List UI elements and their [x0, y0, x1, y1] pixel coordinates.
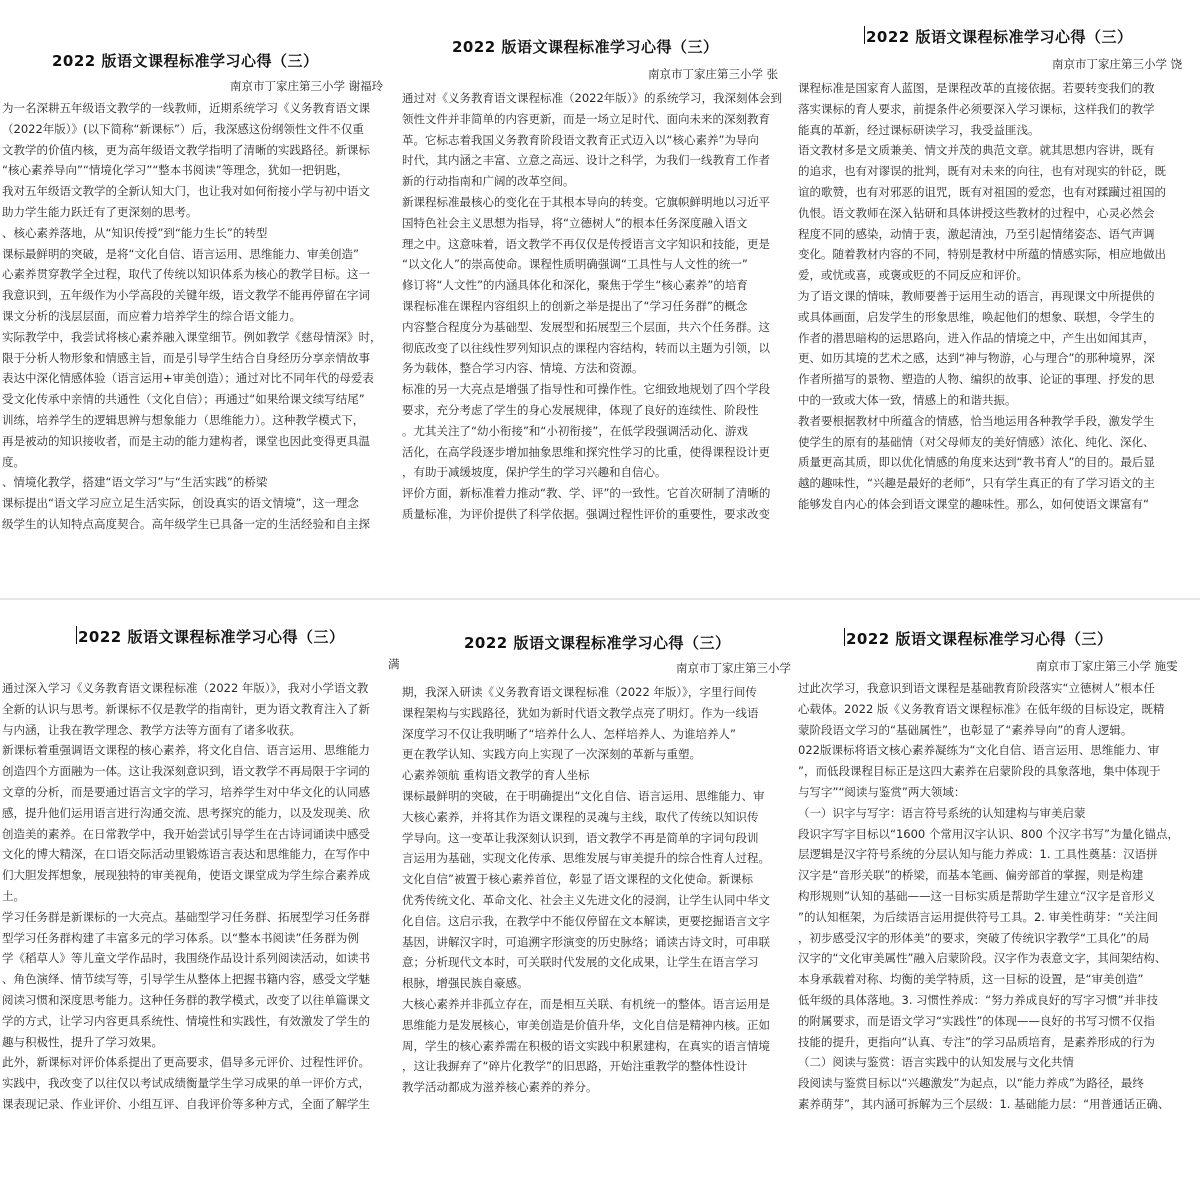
text-line: 大核心素养，并将其作为语文课程的灵魂与主线，取代了传统以知识传	[402, 809, 759, 824]
text-line: 越的趣味性，“兴趣是最好的老师”，只有学生真正的有了学习语文的主	[798, 476, 1155, 491]
text-line: 、核心素养落地，从“知识传授”到“能力生长”的转型	[2, 225, 268, 240]
text-line: 化自信。这启示我，在教学中不能仅停留在文本解读，更要挖掘语言文字	[402, 913, 770, 928]
text-line: 全新的认识与思考。新课标不仅是教学的指南针，更为语文教育注入了新	[2, 701, 370, 716]
text-line: 课程架构与实践路径，犹如为新时代语文教学点亮了明灯。作为一线语	[402, 705, 759, 720]
text-line: ，这让我摒弃了“碎片化教学”的旧思路，开始注重教学的整体性设计	[402, 1059, 748, 1074]
text-line: 或具体画面，启发学生的形象思维，唤起他们的想象、联想，令学生的	[798, 309, 1155, 324]
text-line: 务为载体，整合学习内容、情境、方法和资源。	[402, 361, 644, 376]
text-line: 课标最鲜明的突破，在于明确提出“文化自信、语言运用、思维能力、审	[402, 788, 765, 803]
author-line: 南京市丁家庄第三小学 施雯	[1036, 659, 1178, 673]
text-line: 新课程标准最核心的变化在于其根本导向的转变。它旗帜鲜明地以习近平	[402, 194, 770, 209]
text-line: 心载体。2022 版《义务教育语文课程标准》在低年级的目标设定，既精	[798, 701, 1165, 716]
text-line: 阅读习惯和深度思考能力。这种任务群的教学模式，改变了以往单篇课文	[2, 992, 370, 1007]
text-line: 训练，培养学生的逻辑思辨与想象能力（思维能力）。这种教学模式下，	[2, 412, 365, 427]
text-cursor	[864, 26, 865, 44]
document-page	[796, 600, 1200, 1200]
text-line: 学导向。这一变革让我深刻认识到，语文教学不再是简单的字词句段训	[402, 830, 759, 845]
page-title: 2022 版语文课程标准学习心得（三）	[464, 634, 731, 652]
body-text	[0, 98, 400, 535]
text-line: 意；分析现代文本时，可关联时代发展的文化成果，让学生在语言学习	[402, 955, 759, 970]
text-line: 通过对《义务教育语文课程标准（2022年版）》的系统学习，我深刻体会到	[402, 91, 783, 105]
text-line: ，初步感受汉字的形体美”的要求，突破了传统识字教学“工具化”的局	[798, 930, 1150, 945]
text-line: 、角色演绎、情节续写等，引导学生从整体上把握书籍内容，感受文学魅	[2, 972, 370, 987]
body-text	[400, 88, 796, 525]
text-line: 仇恨。语文教师在深入钻研和具体讲授这些教材的过程中，心灵必然会	[798, 205, 1155, 220]
text-line: 再是被动的知识接收者，而是主动的能力建构者，课堂也因此变得更具温	[2, 433, 370, 448]
body-text	[796, 678, 1200, 1115]
text-line: 中的一致或大体一致，情感上的和谐共振。	[798, 392, 1017, 407]
text-line: 段识字写字目标以“1600 个常用汉字认识、800 个汉字书写”为量化锚点，	[798, 826, 1179, 841]
text-line: 我意识到，五年级作为小学高段的关键年级，语文教学不能再停留在字词	[2, 288, 370, 303]
text-line: 与写字”“阅读与鉴赏”两大领域：	[798, 784, 966, 799]
text-line: 文化自信”被置于核心素养首位，彰显了语文课程的文化使命。新课标	[402, 872, 753, 887]
text-line: 评价方面，新标准着力推动“教、学、评”的一致性。它首次研制了清晰的	[402, 486, 771, 501]
text-line: 汉字是“音形关联”的桥梁，而基本笔画、偏旁部首的掌握，则是构建	[798, 868, 1144, 883]
text-line: 课程标准是国家育人蓝图，是课程改革的直接依据。若要转变我们的教	[798, 81, 1155, 95]
text-line: 通过深入学习《义务教育语文课程标准（2022 年版）》，我对小学语文教	[2, 681, 369, 695]
document-page	[796, 0, 1200, 598]
document-page	[400, 600, 796, 1200]
text-line: 使学生的原有的基础情（对父母师友的美好情感）浓化、纯化、深化、	[798, 434, 1155, 449]
body-text	[0, 678, 400, 1115]
text-line: 受文化传承中亲情的共通性（文化自信）；再通过“如果给课文续写结尾”	[2, 392, 365, 407]
text-line: 学《稻草人》等儿童文学作品时，我围绕作品设计系列阅读活动，如读书	[2, 951, 370, 966]
text-line: 实际教学中，我尝试将核心素养融入课堂细节。例如教学《慈母情深》时，	[2, 329, 382, 344]
author-line: 南京市丁家庄第三小学 张	[648, 67, 779, 81]
text-line: 为一名深耕五年级语文教学的一线教师，近期系统学习《义务教育语文课	[2, 101, 370, 115]
text-line: 期，我深入研读《义务教育语文课程标准（2022 年版）》，字里行间传	[402, 685, 757, 699]
text-line: 。尤其关注了“幼小衔接”和“小初衔接”，在低学段强调活动化、游戏	[402, 423, 748, 438]
text-line: 活化，在高学段逐步增加抽象思维和探究性学习的比重，使得课程设计更	[402, 444, 770, 459]
text-line: 构形规则”认知的基础——这一目标实质是帮助学生建立“汉字是音形义	[798, 888, 1155, 903]
text-line: 新课标着重强调语文课程的核心素养，将文化自信、语言运用、思维能力	[2, 743, 370, 758]
text-line: 层逻辑是汉字符号系统的分层认知与能力养成：1. 工具性奠基：汉语拼	[798, 847, 1158, 862]
text-line: 革。它标志着我国义务教育阶段语文教育正式迈入以“核心素养”为导向	[402, 132, 759, 147]
text-line: 型学习任务群构建了丰富多元的学习体系。以“整本书阅读”任务群为例	[2, 930, 359, 945]
text-line: ”，而低段课程目标正是这四大素养在启蒙阶段的具象落地，集中体现于	[798, 764, 1161, 779]
text-line: 汉字的“文化审美属性”融入启蒙阶段。汉字作为表意文字，其间架结构、	[798, 951, 1167, 966]
text-line: 新的行动指南和广阔的改革空间。	[402, 174, 575, 189]
text-line: 更在教学认知、实践方向上实现了一次深刻的革新与重塑。	[402, 747, 701, 762]
text-line: 变化。随着教材内容的不同，特别是教材中所蕴的情感实际，相应地做出	[798, 247, 1166, 262]
text-line: （一）识字与写字：语言符号系统的认知建构与审美启蒙	[798, 805, 1086, 820]
text-line: 能真的革新，经过课标研读学习，我受益匪浅。	[798, 122, 1040, 137]
text-line: 周，学生的核心素养需在积极的语文实践中积累建构，在真实的语言情境	[402, 1038, 770, 1053]
author-line: 南京市丁家庄第三小学 饶	[1052, 57, 1183, 71]
text-line: 此外，新课标对评价体系提出了更高要求，倡导多元评价、过程性评价。	[2, 1055, 370, 1070]
text-line: 优秀传统文化、革命文化、社会主义先进文化的浸润，让学生认同中华文	[402, 892, 770, 907]
text-line: 课标最鲜明的突破，是将“文化自信、语言运用、思维能力、审美创造”	[2, 246, 359, 261]
text-line: 为了语文课的情味，教师要善于运用生动的语言，再现课文中所提供的	[798, 288, 1155, 303]
text-line: 创造四个方面融为一体。这让我深刻意识到，语文教学不再局限于字词的	[2, 764, 370, 779]
text-line: 文教学的价值内核，更为高年级语文教学指明了清晰的实践路径。新课标	[2, 142, 370, 157]
text-line: 文章的分析，而是要通过语言文字的学习，培养学生对中华文化的认同感	[2, 784, 370, 799]
text-line: 程度不同的感染，动情于衷，激起清浊，乃至引起情绪姿态、语气声调	[798, 226, 1155, 241]
text-line: 蒙阶段语文学习的“基础属性”，也彰显了“素养导向”的育人逻辑。	[798, 722, 1133, 737]
text-line: 落实课标的育人要求，前提条件必须要深入学习课标，这样我们的教学	[798, 101, 1155, 116]
text-line: 技能的提升，更指向“认真、专注”的学习品质培育，是素养形成的行为	[798, 1034, 1155, 1049]
text-line: 课表现记录、作业评价、小组互评、自我评价等多种方式，全面了解学生	[2, 1096, 370, 1111]
text-line: （2022年版）》(以下简称“新课标”）后，我深感这份纲领性文件不仅重	[2, 121, 364, 136]
text-line: 语文教材多是文质兼美、情文并茂的典范文章。就其思想内容讲，既有	[798, 143, 1155, 158]
text-line: 的追求，也有对谬误的批判，既有对未来的向往，也有对现实的针砭，既	[798, 164, 1166, 179]
page-title: 2022 版语文课程标准学习心得（三）	[78, 628, 345, 646]
text-line: 文化的博大精深，在口语交际活动里锻炼语言表达和思维能力，在写作中	[2, 847, 370, 862]
text-line: 谊的歌赞，也有对邪恶的诅咒，既有对祖国的爱恋，也有对蹂躏过祖国的	[798, 184, 1166, 199]
text-line: 心素养领航 重构语文教学的育人坐标	[402, 768, 590, 783]
text-line: 本身承载着对称、均衡的美学特质，这一目标的设置，是“审美创造”	[798, 972, 1144, 987]
text-line: 我对五年级语文教学的全新认知大门，也让我对如何衔接小学与初中语文	[2, 184, 370, 199]
text-line: 言运用为基础，实现文化传承、思维发展与审美提升的综合性育人过程。	[402, 851, 770, 866]
text-line: ”的认知框架，为后续语言运用提供符号工具。2. 审美性萌芽：“关注间	[798, 909, 1159, 924]
body-text	[400, 682, 796, 1098]
text-line: 课文分析的浅层层面，而应着力培养学生的综合语文能力。	[2, 308, 301, 323]
text-line: 素养萌芽”，其内涵可拆解为三个层级：1. 基础能力层：“用普通话正确、	[798, 1096, 1170, 1111]
text-line: 段阅读与鉴赏目标以“兴趣激发”为起点，以“能力养成”为路径，最终	[798, 1076, 1144, 1091]
text-line: 作者所描写的景物、塑造的人物、编织的故事、论证的事理、抒发的思	[798, 372, 1155, 387]
author-line: 南京市丁家庄第三小学 谢福玲	[230, 79, 384, 93]
text-line: 深度学习不仅让我明晰了“培养什么人、怎样培养人、为谁培养人”	[402, 726, 736, 741]
text-line: 要求，充分考虑了学生的身心发展规律，体现了良好的连续性、阶段性	[402, 402, 759, 417]
text-line: 的附属要求，而是语文学习“实践性”的体现——良好的书写习惯不仅指	[798, 1013, 1155, 1028]
text-line: 感，提升他们运用语言进行沟通交流、思考探究的能力，以及发现美、欣	[2, 805, 370, 820]
text-line: 内容整合程度分为基础型、发展型和拓展型三个层面，共六个任务群。这	[402, 319, 770, 334]
text-line: 教者要根据教材中所蕴含的情感，恰当地运用各种教学手段，激发学生	[798, 413, 1155, 428]
text-line: 基因，讲解汉字时，可追溯字形演变的历史脉络；诵读古诗文时，可串联	[402, 934, 770, 949]
page-title: 2022 版语文课程标准学习心得（三）	[866, 28, 1133, 46]
text-line: 级学生的认知特点高度契合。高年级学生已具备一定的生活经验和自主探	[2, 516, 370, 531]
author-line: 满	[388, 657, 400, 671]
text-line: 助力学生能力跃迁有了更深刻的思考。	[2, 204, 198, 219]
text-line: 能够发自内心的体会到语文课堂的趣味性。那么，如何使语文课富有“	[798, 496, 1149, 511]
text-line: 教学活动都成为滋养核心素养的养分。	[402, 1080, 598, 1095]
text-line: 领性文件并非简单的内容更新，而是一场立足时代、面向未来的深刻教育	[402, 111, 770, 126]
text-cursor	[844, 628, 845, 646]
text-line: （二）阅读与鉴赏：语言实践中的认知发展与文化共情	[798, 1055, 1074, 1070]
text-line: 大核心素养并非孤立存在，而是相互关联、有机统一的整体。语言运用是	[402, 996, 770, 1011]
text-line: 过此次学习，我意识到语文课程是基础教育阶段落实“立德树人”根本任	[798, 681, 1155, 695]
text-line: 课程标准在课程内容组织上的创新之举是提出了“学习任务群”的概念	[402, 298, 748, 313]
text-line: 理之中。这意味着，语文教学不再仅仅是传授语言文字知识和技能，更是	[402, 236, 770, 251]
text-line: 度。	[2, 454, 25, 469]
text-line: “核心素养导向”“情境化学习”“整本书阅读”等理念，犹如一把钥匙，	[2, 163, 349, 178]
text-line: 彻底改变了以往线性罗列知识点的课程内容结构，转而以主题为引领，以	[402, 340, 770, 355]
text-line: 限于分析人物形象和情感主旨，而是引导学生结合自身经历分享亲情故事	[2, 350, 370, 365]
text-line: 们大胆发挥想象，展现独特的审美视角，使语文课堂成为学生综合素养成	[2, 868, 370, 883]
text-line: 质量更高其质，即以优化情感的角度来达到“教书育人”的目的。最后显	[798, 455, 1155, 470]
text-line: 022版课标将语文核心素养凝练为“文化自信、语言运用、思维能力、审	[798, 743, 1160, 758]
text-line: 土。	[2, 888, 25, 903]
page-title: 2022 版语文课程标准学习心得（三）	[452, 38, 719, 56]
document-page	[0, 0, 400, 598]
text-line: 标准的另一大亮点是增强了指导性和可操作性。它细致地规划了四个学段	[402, 382, 770, 397]
text-line: 心素养贯穿教学全过程，取代了传统以知识体系为核心的教学目标。这一	[2, 267, 370, 282]
text-line: “以文化人”的崇高使命。课程性质明确强调“工具性与人文性的统一”	[402, 257, 748, 272]
text-line: 实践中，我改变了以往仅以考试成绩衡量学生学习成果的单一评价方式，	[2, 1076, 370, 1091]
text-line: 修订将“人文性”的内涵具体化和深化，聚焦于学生“核心素养”的培育	[402, 278, 748, 293]
text-line: 根脉，增强民族自豪感。	[402, 976, 529, 991]
text-line: 趣与积极性，提升了学习效果。	[2, 1034, 163, 1049]
text-cursor	[76, 626, 77, 644]
document-page	[400, 0, 796, 598]
text-line: 学的方式，让学习内容更具系统性、情境性和实践性，有效激发了学生的	[2, 1013, 370, 1028]
text-line: 作者的潜思暗构的运思路向，进入作品的情境之中，产生出如闻其声，	[798, 330, 1155, 345]
page-title: 2022 版语文课程标准学习心得（三）	[846, 630, 1113, 648]
text-line: ，有助于减缓坡度，保护学生的学习兴趣和自信心。	[402, 465, 667, 480]
text-line: 与内涵，让我在教学理念、教学方法等方面有了诸多收获。	[2, 722, 301, 737]
text-line: 表达中深化情感体验（语言运用+审美创造）；通过对比不同年代的母爱表	[2, 371, 374, 386]
text-line: 更、如历其境的艺术之感，达到“神与物游，心与理合”的那种境界，深	[798, 351, 1155, 366]
text-line: 爱，或忧或喜，或褒或贬的不同反应和评价。	[798, 268, 1028, 283]
body-text	[796, 78, 1200, 515]
document-page	[0, 600, 400, 1200]
author-line: 南京市丁家庄第三小学	[676, 661, 791, 675]
text-line: 思维能力是发展核心，审美创造是价值升华，文化自信是精神内核。正如	[402, 1017, 770, 1032]
text-line: 课标提出“语文学习应立足生活实际，创设真实的语文情境”，这一理念	[2, 496, 359, 511]
text-line: 、情境化教学，搭建“语文学习”与“生活实践”的桥梁	[2, 475, 268, 490]
text-line: 质量标准，为评价提供了科学依据。强调过程性评价的重要性，要求改变	[402, 506, 770, 521]
text-line: 国特色社会主义思想为指导，将“立德树人”的根本任务深度融入语文	[402, 215, 748, 230]
page-title: 2022 版语文课程标准学习心得（三）	[52, 52, 319, 70]
text-line: 时代，其内涵之丰富、立意之高远、设计之科学，为我们一线教育工作者	[402, 153, 770, 168]
text-line: 学习任务群是新课标的一大亮点。基础型学习任务群、拓展型学习任务群	[2, 909, 370, 924]
text-line: 创造美的素养。在日常教学中，我开始尝试引导学生在古诗词诵读中感受	[2, 826, 370, 841]
text-line: 低年级的具体落地。3. 习惯性养成：“努力养成良好的写字习惯”并非技	[798, 992, 1159, 1007]
